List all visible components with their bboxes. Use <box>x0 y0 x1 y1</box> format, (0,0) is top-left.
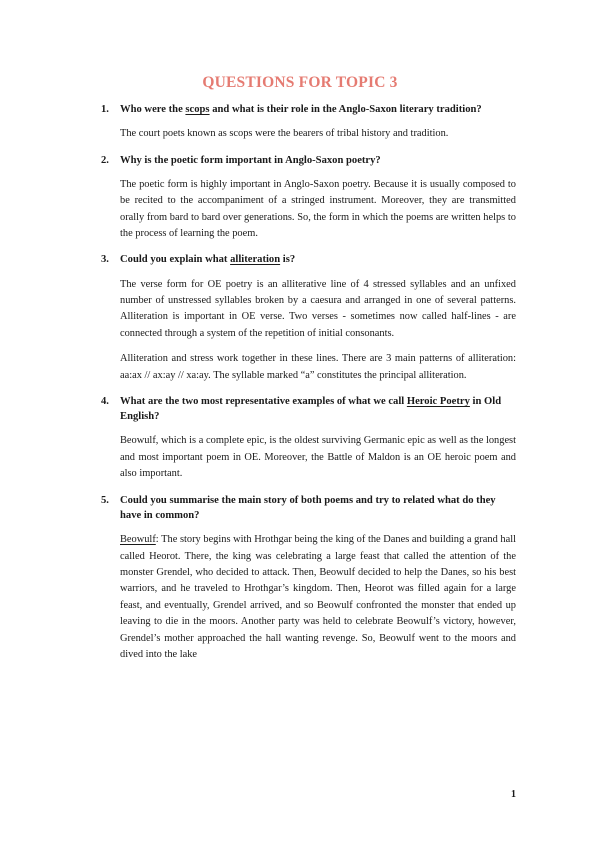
spacer <box>101 242 516 252</box>
text-run: Beowulf, which is a complete epic, is the oldest surviving Germanic epic as well as the longest and most important poem in OE. Moreover, the Battle of Maldon is an OE heroic poem and also important. <box>120 435 516 480</box>
emphasised-term: alliteration <box>230 254 281 266</box>
text-run: The verse form for OE poetry is an alliterative line of 4 stressed syllables and an unfixed number of unstressed syllables broken by a caesura and arranged in one of several patterns. Alliteration is important in OE verse. Two verses - sometimes now called half-lines - are connected through a system of the repetition of initial consonants. <box>120 278 516 339</box>
question-text <box>120 493 516 523</box>
question-text <box>120 102 516 117</box>
spacer <box>101 143 516 153</box>
question-text <box>120 394 516 424</box>
question-item <box>101 102 516 117</box>
question-number: 1. <box>101 104 109 115</box>
question-text <box>120 252 516 267</box>
text-run: is? <box>280 254 296 266</box>
question-item <box>101 252 516 267</box>
question-text <box>120 153 516 168</box>
question-item <box>101 493 516 523</box>
emphasised-term: Heroic Poetry <box>406 396 470 408</box>
answer-paragraph <box>120 126 516 142</box>
text-run: in Old English? <box>120 396 502 423</box>
answer-paragraph <box>120 351 516 384</box>
text-run: What are the two most representative examples of what we call <box>120 396 407 408</box>
answer-paragraph <box>120 532 516 663</box>
spacer <box>101 424 516 433</box>
question-number: 5. <box>101 494 109 506</box>
text-run: Alliteration and stress work together in these lines. There are 3 main patterns of alliteration: aa:ax // ax:ay // xa:ay. The syllable marked “a” constitutes the principal alliteration. <box>120 353 516 381</box>
text-run: Why is the poetic form important in Anglo-Saxon poetry? <box>120 154 381 166</box>
spacer <box>101 384 516 394</box>
text-run: Who were the <box>120 104 186 115</box>
emphasised-term: Beowulf <box>120 534 156 546</box>
text-run: and what is their role in the Anglo-Saxon literary tradition? <box>209 104 482 115</box>
questions-list <box>101 102 516 663</box>
question-item <box>101 394 516 424</box>
page-title: QUESTIONS FOR TOPIC 3 <box>202 74 398 91</box>
spacer <box>101 268 516 277</box>
question-number: 2. <box>101 154 109 166</box>
text-run: Could you explain what <box>120 254 231 266</box>
emphasised-term: scops <box>185 104 210 115</box>
answer-paragraph <box>120 177 516 243</box>
spacer <box>101 483 516 493</box>
text-run: : The story begins with Hrothgar being the king of the Danes and building a grand hall called Heorot. There, the king was celebrating a large feast that called the attention of the monster Grendel, who decided to attack. Then, Beowulf decided to help the Danes, so his best warriors, and he traveled to Hrothgar’s kingdom. Then, Heorot was filled again for a large feast, and eventually, Grendel arrived, and so Beowulf confronted the monster that ended up leaving to die in the moors. Another party was held to celebrate Beowulf’s victory, however, Grendel’s mother approached the hall wanting revenge. So, Beowulf went to the moors and dived into the lake <box>120 534 516 660</box>
question-number: 3. <box>101 254 109 266</box>
answer-paragraph <box>120 277 516 343</box>
spacer <box>101 523 516 532</box>
text-run: The court poets known as scops were the bearers of tribal history and tradition. <box>120 128 449 140</box>
spacer <box>101 168 516 177</box>
page-number: 1 <box>511 789 516 800</box>
text-run: Could you summarise the main story of both poems and try to related what do they have in common? <box>120 494 496 521</box>
question-number: 4. <box>101 396 109 408</box>
text-run: The poetic form is highly important in Anglo-Saxon poetry. Because it is usually composed to be recited to the accompaniment of a stringed instrument. Moreover, they are transmitted orally from bard to bard over generations. So, the form in which the poems are written helps to the process of learning the poem. <box>120 178 516 240</box>
answer-paragraph <box>120 433 516 482</box>
question-item <box>101 153 516 168</box>
spacer <box>101 117 516 126</box>
spacer <box>101 342 516 351</box>
